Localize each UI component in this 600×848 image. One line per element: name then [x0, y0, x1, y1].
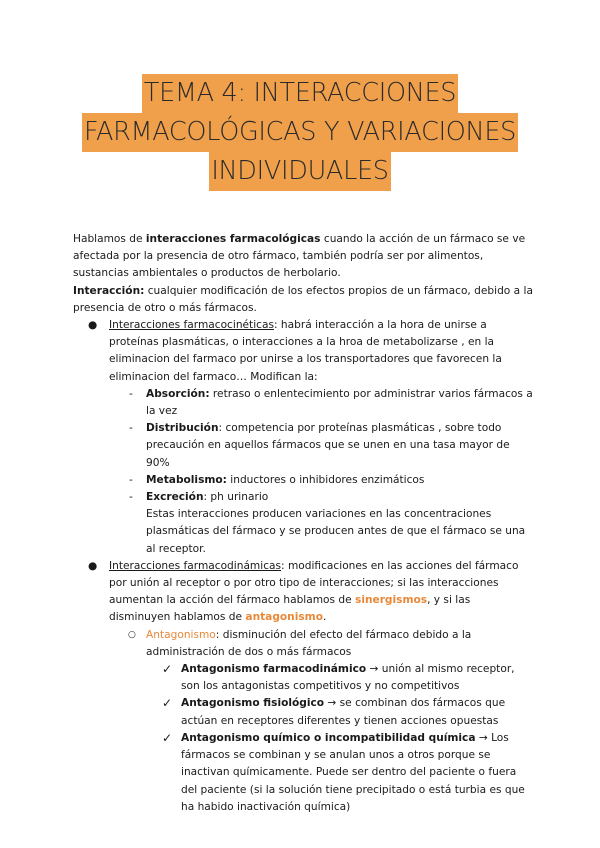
farmacodinamicas-heading: Interacciones farmacodinámicas [109, 559, 282, 572]
farmacodinamicas-text-3: . [322, 611, 327, 624]
list-item-farmacocineticas [73, 317, 533, 386]
interaccion-label: Interacción: [73, 284, 145, 297]
antagonismo-farmacodinamico-label: Antagonismo farmacodinámico [181, 663, 367, 676]
checkmark-icon: ✓ [162, 696, 173, 711]
dash-icon: - [129, 387, 133, 400]
intro-text: Hablamos de [73, 233, 146, 245]
distribucion-label: Distribución [146, 422, 219, 435]
list-item-antagonismo-quimico [73, 730, 533, 816]
list-item-absorcion [73, 386, 533, 420]
title-line-2: FARMACOLÓGICAS Y VARIACIONES [82, 113, 518, 152]
dash-icon: - [129, 491, 133, 504]
absorcion-label: Absorción: [146, 387, 210, 400]
intro-term: interacciones farmacológicas [145, 233, 321, 245]
metabolismo-label: Metabolismo: [146, 473, 227, 486]
antagonismo-text: : disminución del efecto del fármaco debido a la administración de dos o más fármacos [146, 628, 472, 658]
farmacodinamicas-text: : modificaciones en las acciones del fármaco por unión al receptor o por otro tipo de interacciones; si las interacciones aumentan la acción del fármaco hablamos de [109, 559, 519, 607]
antagonismo-fisiologico-label: Antagonismo fisiológico [181, 697, 325, 710]
list-item-antagonismo-farmacodinamico [73, 661, 533, 695]
page-title [0, 74, 600, 191]
farmacocineticas-heading: Interacciones farmacocinéticas [109, 319, 274, 332]
sinergismos-term: sinergismos [355, 594, 428, 607]
bullet-icon: ● [88, 319, 98, 332]
checkmark-icon: ✓ [162, 730, 173, 745]
list-item-antagonismo [73, 627, 533, 661]
dash-icon: - [129, 422, 133, 435]
farmacocineticas-note: Estas interacciones producen variaciones en las concentraciones plasmáticas del fármaco y se producen antes de que el fármaco se una al receptor. [146, 508, 526, 555]
antagonismo-quimico-text: → Los fármacos se combinan y se anulan unos a otros porque se inactivan químicamente. Puede ser dentro del paciente o fuera del paciente (si la solución tiene precipitado o está turbia es que ha habido inactivación química) [181, 731, 525, 813]
farmacodinamicas-text-2: , y si las disminuyen hablamos de [109, 594, 471, 624]
bullet-icon: ● [88, 559, 98, 572]
metabolismo-text: inductores o inhibidores enzimáticos [226, 473, 425, 486]
excrecion-text: : ph urinario [203, 491, 269, 504]
interaccion-definition [73, 283, 533, 317]
document-body [73, 231, 533, 816]
title-line-3: INDIVIDUALES [209, 152, 390, 191]
list-item-distribucion [73, 420, 533, 472]
distribucion-text: : competencia por proteínas plasmáticas , sobre todo precaución en aquellos fármacos que se unen en una tasa mayor de 90% [146, 422, 510, 469]
intro-text-cont: cuando la acción de un fármaco se ve afectada por la presencia de otro fármaco, también podría ser por alimentos, sustancias ambientales o productos de herbolario. [73, 233, 526, 280]
list-item-metabolismo [73, 472, 533, 489]
dash-icon: - [129, 473, 133, 486]
list-item-antagonismo-fisiologico [73, 695, 533, 729]
absorcion-text: retraso o enlentecimiento por administrar varios fármacos a la vez [146, 387, 533, 418]
checkmark-icon: ✓ [162, 662, 173, 677]
antagonismo-heading: Antagonismo [146, 628, 216, 641]
antagonismo-quimico-label: Antagonismo químico o incompatibilidad química [181, 731, 476, 744]
interaccion-text: cualquier modificación de los efectos propios de un fármaco, debido a la presencia de otro o más fármacos. [73, 284, 533, 314]
antagonismo-farmacodinamico-text: → unión al mismo receptor, son los antagonistas competitivos y no competitivos [181, 663, 515, 693]
list-item-excrecion [73, 489, 533, 506]
list-item-farmacodinamicas [73, 558, 533, 627]
farmacocineticas-text: : habrá interacción a la hora de unirse a proteínas plasmáticas, o interacciones a la hroa de metabolizarse , en la eliminacion del farmaco por unirse a los transportadores que favorecen la eliminacion del farmaco… Modifican la: [109, 319, 502, 383]
title-line-1: TEMA 4: INTERACCIONES [142, 74, 458, 113]
excrecion-label: Excreción [146, 491, 204, 504]
intro-paragraph [73, 231, 533, 283]
antagonismo-fisiologico-text: → se combinan dos fármacos que actúan en receptores diferentes y tienen acciones opuestas [181, 697, 506, 727]
circle-icon: ○ [128, 629, 136, 640]
antagonismo-term: antagonismo [245, 611, 323, 624]
